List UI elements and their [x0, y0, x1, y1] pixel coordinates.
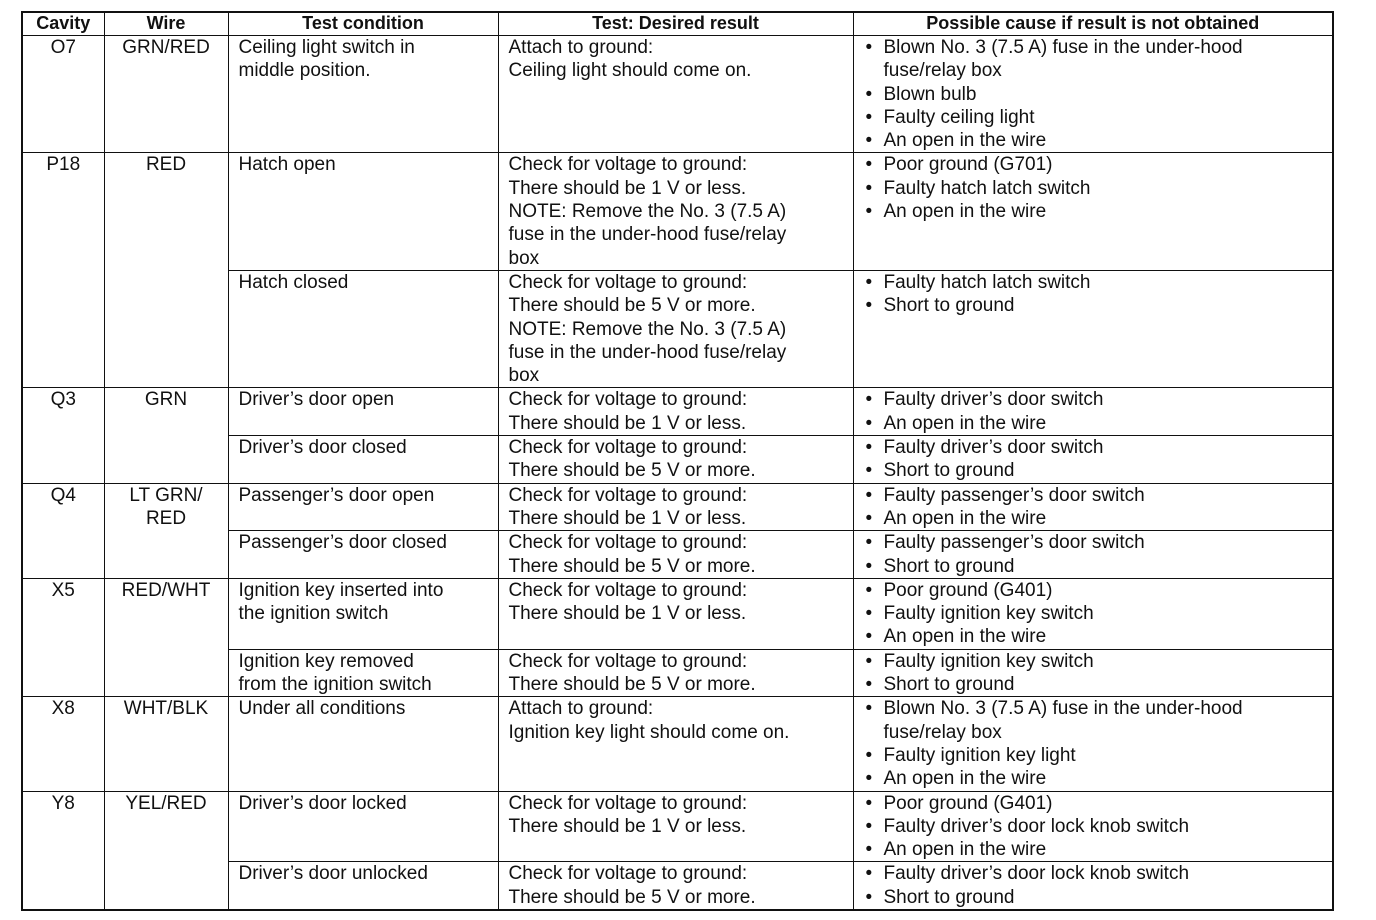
- header-cavity: Cavity: [22, 12, 104, 36]
- wire-cell: GRN/RED: [104, 36, 228, 153]
- possible-cause-cell: [853, 862, 1333, 910]
- bullet-icon: •: [865, 863, 873, 885]
- cause-text: An open in the wire: [883, 201, 1047, 223]
- cause-item: [866, 744, 1329, 767]
- desired-result-cell: [498, 531, 853, 579]
- cause-item: [866, 388, 1329, 411]
- cause-item: [866, 294, 1329, 317]
- test-condition-cell: [228, 436, 498, 484]
- bullet-icon: •: [865, 674, 873, 696]
- cause-item: [866, 83, 1329, 106]
- test-condition-cell: [228, 388, 498, 436]
- possible-cause-cell: [853, 649, 1333, 697]
- cause-list: [866, 531, 1329, 578]
- result-line: There should be 5 V or more.: [508, 295, 756, 317]
- test-condition-cell: [228, 578, 498, 649]
- possible-cause-cell: [853, 578, 1333, 649]
- condition-line: Passenger’s door open: [238, 484, 435, 506]
- cause-item: [866, 531, 1329, 554]
- wire-cell: [104, 483, 228, 578]
- bullet-icon: •: [865, 839, 873, 861]
- cause-text: Blown bulb: [883, 83, 977, 105]
- bullet-icon: •: [865, 201, 873, 223]
- cause-text: Short to ground: [883, 674, 1015, 696]
- cause-item: [866, 200, 1329, 223]
- cause-text: Short to ground: [883, 460, 1015, 482]
- bullet-icon: •: [865, 507, 873, 529]
- condition-line: middle position.: [238, 60, 371, 82]
- desired-result-cell: [498, 436, 853, 484]
- result-line: Check for voltage to ground:: [508, 532, 748, 554]
- cause-item: [866, 650, 1329, 673]
- cause-list: [866, 436, 1329, 483]
- wire-cell: RED/WHT: [104, 578, 228, 696]
- result-line: There should be 1 V or less.: [508, 815, 747, 837]
- result-line: Attach to ground:: [508, 37, 654, 58]
- desired-result-cell: [498, 697, 853, 791]
- cavity-cell: Y8: [22, 791, 104, 910]
- cause-text: Poor ground (G701): [883, 154, 1053, 176]
- cause-item: [866, 862, 1329, 885]
- condition-line: Ignition key inserted into: [238, 579, 444, 601]
- cause-item: [866, 153, 1329, 176]
- bullet-icon: •: [865, 130, 873, 152]
- cause-list: [866, 153, 1329, 223]
- test-condition-cell: [228, 531, 498, 579]
- cause-list: [866, 36, 1329, 152]
- test-condition-cell: [228, 153, 498, 270]
- result-line: There should be 1 V or less.: [508, 507, 747, 529]
- cause-text: Faulty ignition key switch: [883, 650, 1094, 672]
- possible-cause-cell: [853, 153, 1333, 270]
- condition-line: Ignition key removed: [238, 650, 414, 672]
- cause-text: Faulty driver’s door switch: [883, 389, 1104, 411]
- wire-line: LT GRN/: [129, 484, 203, 506]
- cause-item: [866, 838, 1329, 861]
- wire-cell: WHT/BLK: [104, 697, 228, 791]
- cause-text: Faulty driver’s door lock knob switch: [883, 863, 1190, 885]
- result-line: fuse in the under-hood fuse/relay: [508, 341, 787, 363]
- desired-result-cell: [498, 270, 853, 387]
- cause-item: [866, 602, 1329, 625]
- troubleshooting-table: [21, 11, 1334, 911]
- result-line: Check for voltage to ground:: [508, 271, 748, 293]
- test-condition-cell: [228, 483, 498, 531]
- cause-item: [866, 507, 1329, 530]
- cavity-cell: P18: [22, 153, 104, 388]
- result-line: Check for voltage to ground:: [508, 437, 748, 459]
- bullet-icon: •: [865, 295, 873, 317]
- cause-item: [866, 177, 1329, 200]
- cause-list: [866, 579, 1329, 649]
- cause-item: [866, 412, 1329, 435]
- cause-item: [866, 886, 1329, 909]
- possible-cause-cell: [853, 270, 1333, 387]
- desired-result-cell: [498, 578, 853, 649]
- bullet-icon: •: [865, 555, 873, 577]
- wire-cell: RED: [104, 153, 228, 388]
- result-line: Check for voltage to ground:: [508, 650, 748, 672]
- cavity-cell: O7: [22, 36, 104, 153]
- possible-cause-cell: [853, 483, 1333, 531]
- table-row: [22, 578, 1333, 649]
- bullet-icon: •: [865, 744, 873, 766]
- desired-result-cell: [498, 862, 853, 910]
- bullet-icon: •: [865, 484, 873, 506]
- cause-item: [866, 555, 1329, 578]
- bullet-icon: •: [865, 106, 873, 128]
- cause-item: [866, 484, 1329, 507]
- bullet-icon: •: [865, 603, 873, 625]
- cause-text: Faulty passenger’s door switch: [883, 484, 1145, 506]
- desired-result-cell: [498, 388, 853, 436]
- cause-text: Short to ground: [883, 555, 1015, 577]
- wire-cell: YEL/RED: [104, 791, 228, 910]
- cause-text: An open in the wire: [883, 130, 1047, 152]
- desired-result-cell: [498, 36, 853, 153]
- cause-text: Faulty ignition key switch: [883, 603, 1094, 625]
- cause-text: Poor ground (G401): [883, 792, 1053, 814]
- bullet-icon: •: [865, 437, 873, 459]
- cause-text: An open in the wire: [883, 839, 1047, 861]
- result-line: There should be 5 V or more.: [508, 674, 756, 696]
- result-line: Ignition key light should come on.: [508, 721, 790, 743]
- condition-line: Driver’s door closed: [238, 437, 407, 459]
- result-line: Check for voltage to ground:: [508, 154, 748, 176]
- result-line: There should be 1 V or less.: [508, 177, 747, 199]
- cause-item: [866, 767, 1329, 790]
- cause-text: Faulty ignition key light: [883, 744, 1076, 766]
- cause-item: [866, 271, 1329, 294]
- cause-text: Poor ground (G401): [883, 579, 1053, 601]
- condition-line: Ceiling light switch in: [238, 37, 415, 58]
- bullet-icon: •: [865, 389, 873, 411]
- test-condition-cell: [228, 270, 498, 387]
- cause-item: [866, 36, 1329, 83]
- possible-cause-cell: [853, 36, 1333, 153]
- cause-text: Faulty hatch latch switch: [883, 271, 1091, 293]
- cavity-cell: X8: [22, 697, 104, 791]
- cause-list: [866, 650, 1329, 697]
- cause-list: [866, 271, 1329, 318]
- bullet-icon: •: [865, 626, 873, 648]
- cause-text: Short to ground: [883, 295, 1015, 317]
- result-line: There should be 5 V or more.: [508, 460, 756, 482]
- cause-text: Faulty ceiling light: [883, 106, 1035, 128]
- result-line: There should be 5 V or more.: [508, 886, 756, 908]
- cause-item: [866, 436, 1329, 459]
- result-line: There should be 5 V or more.: [508, 555, 756, 577]
- wire-cell: GRN: [104, 388, 228, 483]
- result-line: Attach to ground:: [508, 698, 654, 720]
- bullet-icon: •: [865, 792, 873, 814]
- cause-item: [866, 815, 1329, 838]
- desired-result-cell: [498, 649, 853, 697]
- cause-text: Faulty driver’s door lock knob switch: [883, 815, 1190, 837]
- table-row: [22, 697, 1333, 791]
- cause-item: [866, 106, 1329, 129]
- possible-cause-cell: [853, 388, 1333, 436]
- table-row: [22, 483, 1333, 531]
- bullet-icon: •: [865, 532, 873, 554]
- header-test-condition: Test condition: [228, 12, 498, 36]
- cause-text: Faulty driver’s door switch: [883, 437, 1104, 459]
- cause-list: [866, 697, 1329, 790]
- cause-text: An open in the wire: [883, 507, 1047, 529]
- bullet-icon: •: [865, 650, 873, 672]
- cause-item: [866, 673, 1329, 696]
- result-line: Check for voltage to ground:: [508, 484, 748, 506]
- condition-line: Hatch closed: [238, 271, 349, 293]
- test-condition-cell: [228, 862, 498, 910]
- result-line: Check for voltage to ground:: [508, 792, 748, 814]
- bullet-icon: •: [865, 886, 873, 908]
- cause-text: An open in the wire: [883, 626, 1047, 648]
- result-line: There should be 1 V or less.: [508, 603, 747, 625]
- possible-cause-cell: [853, 531, 1333, 579]
- test-condition-cell: [228, 649, 498, 697]
- result-line: NOTE: Remove the No. 3 (7.5 A): [508, 201, 787, 223]
- cause-text: Faulty hatch latch switch: [883, 177, 1091, 199]
- condition-line: from the ignition switch: [238, 674, 432, 696]
- result-line: NOTE: Remove the No. 3 (7.5 A): [508, 318, 787, 340]
- cause-list: [866, 862, 1329, 909]
- bullet-icon: •: [865, 698, 873, 720]
- bullet-icon: •: [865, 412, 873, 434]
- cause-list: [866, 792, 1329, 862]
- cause-text: An open in the wire: [883, 412, 1047, 434]
- cause-list: [866, 484, 1329, 531]
- result-line: box: [508, 247, 540, 269]
- cause-list: [866, 388, 1329, 435]
- header-possible-cause: Possible cause if result is not obtained: [853, 12, 1333, 36]
- cavity-cell: Q4: [22, 483, 104, 578]
- result-line: There should be 1 V or less.: [508, 412, 747, 434]
- result-line: Check for voltage to ground:: [508, 389, 748, 411]
- cause-text: Blown No. 3 (7.5 A) fuse in the under-hood fuse/relay box: [883, 698, 1243, 743]
- cause-text: Faulty passenger’s door switch: [883, 532, 1145, 554]
- test-condition-cell: [228, 36, 498, 153]
- cause-text: Blown No. 3 (7.5 A) fuse in the under-hood fuse/relay box: [883, 37, 1243, 82]
- cause-item: [866, 625, 1329, 648]
- condition-line: Driver’s door locked: [238, 792, 407, 814]
- bullet-icon: •: [865, 768, 873, 790]
- condition-line: Hatch open: [238, 154, 336, 176]
- condition-line: Passenger’s door closed: [238, 532, 447, 554]
- header-wire: Wire: [104, 12, 228, 36]
- desired-result-cell: [498, 153, 853, 270]
- bullet-icon: •: [865, 83, 873, 105]
- result-line: box: [508, 365, 540, 387]
- bullet-icon: •: [865, 460, 873, 482]
- cavity-cell: Q3: [22, 388, 104, 483]
- table-row: [22, 36, 1333, 153]
- test-condition-cell: [228, 697, 498, 791]
- test-condition-cell: [228, 791, 498, 862]
- cause-item: [866, 459, 1329, 482]
- bullet-icon: •: [865, 177, 873, 199]
- cause-item: [866, 697, 1329, 744]
- bullet-icon: •: [865, 815, 873, 837]
- cause-item: [866, 129, 1329, 152]
- possible-cause-cell: [853, 697, 1333, 791]
- troubleshooting-table-container: [21, 11, 1332, 911]
- table-row: [22, 791, 1333, 862]
- condition-line: Driver’s door open: [238, 389, 395, 411]
- result-line: Check for voltage to ground:: [508, 579, 748, 601]
- header-desired-result: Test: Desired result: [498, 12, 853, 36]
- condition-line: Under all conditions: [238, 698, 406, 720]
- condition-line: the ignition switch: [238, 603, 389, 625]
- bullet-icon: •: [865, 154, 873, 176]
- bullet-icon: •: [865, 271, 873, 293]
- wire-line: RED: [145, 507, 187, 529]
- header-row: [22, 12, 1333, 36]
- cause-item: [866, 579, 1329, 602]
- result-line: fuse in the under-hood fuse/relay: [508, 224, 787, 246]
- possible-cause-cell: [853, 791, 1333, 862]
- desired-result-cell: [498, 483, 853, 531]
- cause-text: An open in the wire: [883, 768, 1047, 790]
- bullet-icon: •: [865, 37, 873, 58]
- result-line: Ceiling light should come on.: [508, 60, 752, 82]
- desired-result-cell: [498, 791, 853, 862]
- cause-item: [866, 792, 1329, 815]
- bullet-icon: •: [865, 579, 873, 601]
- cause-text: Short to ground: [883, 886, 1015, 908]
- possible-cause-cell: [853, 436, 1333, 484]
- table-row: [22, 153, 1333, 270]
- cavity-cell: X5: [22, 578, 104, 696]
- result-line: Check for voltage to ground:: [508, 863, 748, 885]
- condition-line: Driver’s door unlocked: [238, 863, 428, 885]
- table-row: [22, 388, 1333, 436]
